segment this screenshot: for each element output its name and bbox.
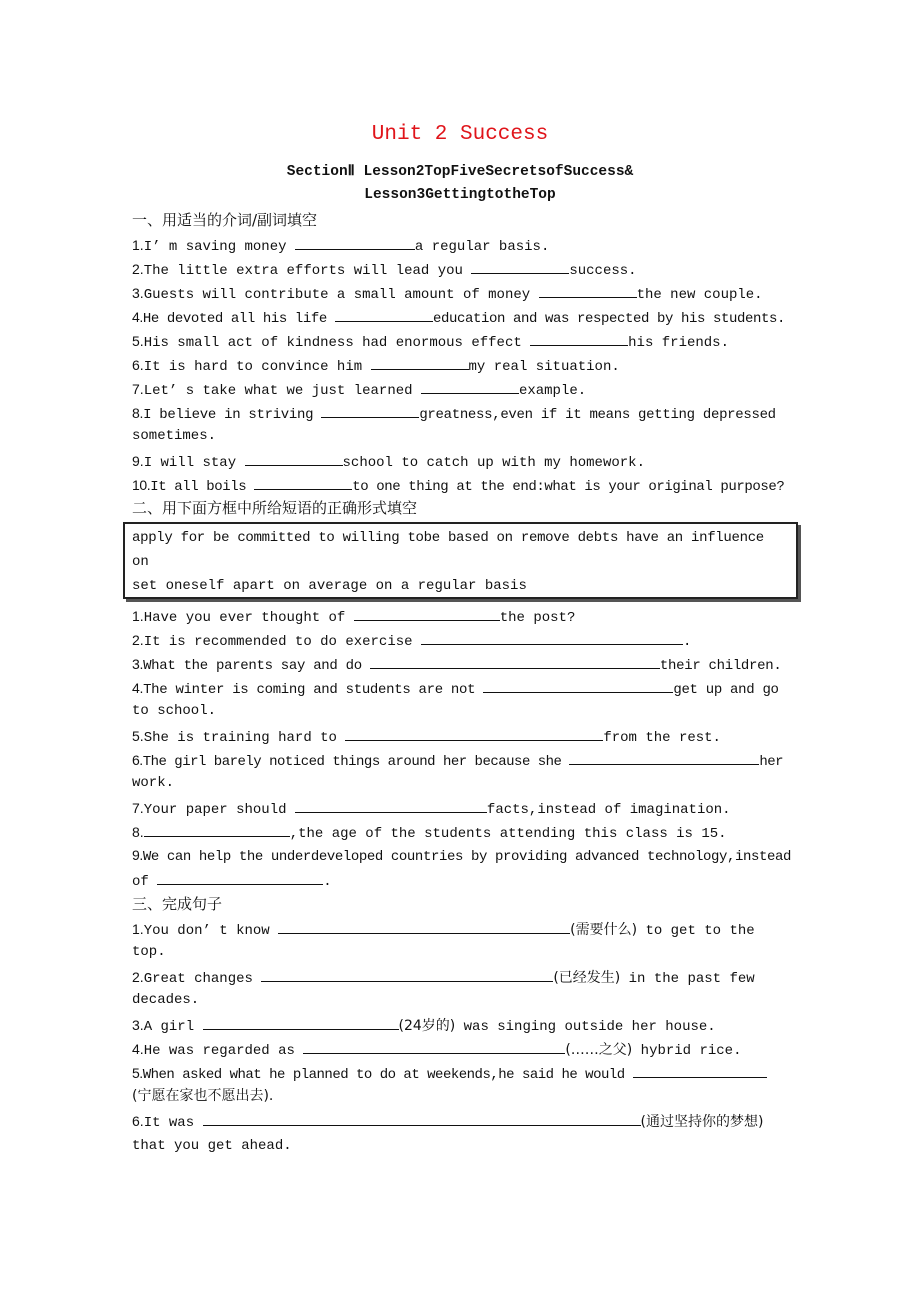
exercise-item: 6.The girl barely noticed things around her because she her xyxy=(132,749,790,772)
answer-blank[interactable] xyxy=(254,474,352,490)
exercise-item: 8. ,the age of the students attending this class is 15. xyxy=(132,821,790,844)
exercise-item: 7.Your paper should facts,instead of imagination. xyxy=(132,797,790,820)
exercise-item: 5.She is training hard to from the rest. xyxy=(132,725,790,748)
answer-blank[interactable] xyxy=(295,234,415,250)
lesson-title: Lesson3GettingtotheTop xyxy=(364,187,556,203)
answer-blank[interactable] xyxy=(421,629,683,645)
exercise-item: 4.He was regarded as (……之父) hybrid rice. xyxy=(132,1038,790,1061)
exercise-item: 2.The little extra efforts will lead you success. xyxy=(132,258,790,281)
answer-blank[interactable] xyxy=(295,797,487,813)
exercise-item-continued: decades. xyxy=(132,992,200,1008)
exercise-item: 3.A girl (24岁的) was singing outside her house. xyxy=(132,1014,790,1037)
exercise-item: 7.Let’ s take what we just learned example. xyxy=(132,378,790,401)
section-title: SectionⅡ Lesson2TopFiveSecretsofSuccess& xyxy=(286,164,634,180)
answer-blank[interactable] xyxy=(345,725,603,741)
exercise-item-continued: work. xyxy=(132,775,175,791)
answer-blank[interactable] xyxy=(483,677,673,693)
exercise-item: 6.It was (通过坚持你的梦想) xyxy=(132,1110,790,1133)
answer-blank[interactable] xyxy=(354,605,500,621)
answer-blank[interactable] xyxy=(321,402,419,418)
answer-blank[interactable] xyxy=(203,1014,399,1030)
exercise-item-continued: of . xyxy=(132,869,790,892)
answer-blank[interactable] xyxy=(539,282,637,298)
answer-blank[interactable] xyxy=(203,1110,641,1126)
answer-blank[interactable] xyxy=(157,869,323,885)
exercise-item: 5.When asked what he planned to do at weekends,he said he would xyxy=(132,1062,790,1085)
exercise-item: 5.His small act of kindness had enormous effect his friends. xyxy=(132,330,790,353)
phrase-box-line: set oneself apart on average on a regular basis xyxy=(132,578,527,594)
answer-blank[interactable] xyxy=(371,354,469,370)
answer-blank[interactable] xyxy=(261,966,553,982)
exercise-item-continued: (宁愿在家也不愿出去). xyxy=(132,1088,274,1104)
exercise-item: 1.You don’ t know (需要什么) to get to the xyxy=(132,918,790,941)
exercise-item-continued: to school. xyxy=(132,703,217,719)
answer-blank[interactable] xyxy=(144,821,290,837)
answer-blank[interactable] xyxy=(471,258,569,274)
answer-blank[interactable] xyxy=(278,918,570,934)
answer-blank[interactable] xyxy=(569,749,759,765)
exercise-item: 4.He devoted all his life education and was respected by his students. xyxy=(132,306,790,329)
exercise-item: 9.I will stay school to catch up with my homework. xyxy=(132,450,790,473)
exercise-item: 3.Guests will contribute a small amount of money the new couple. xyxy=(132,282,790,305)
exercise-item: 4.The winter is coming and students are not get up and go xyxy=(132,677,790,700)
part1-heading: 一、用适当的介词/副词填空 xyxy=(132,211,318,229)
answer-blank[interactable] xyxy=(633,1062,767,1078)
answer-blank[interactable] xyxy=(421,378,519,394)
part2-heading: 二、用下面方框中所给短语的正确形式填空 xyxy=(132,499,418,517)
phrase-box-line: apply for be committed to willing tobe based on remove debts have an influence xyxy=(132,530,764,546)
phrase-box-line: on xyxy=(132,554,149,570)
exercise-item: 2.It is recommended to do exercise . xyxy=(132,629,790,652)
exercise-item: 2.Great changes (已经发生) in the past few xyxy=(132,966,790,989)
exercise-item: 1.Have you ever thought of the post? xyxy=(132,605,790,628)
unit-title: Unit 2 Success xyxy=(371,123,549,146)
exercise-item: 9.We can help the underdeveloped countries by providing advanced technology,instead xyxy=(132,847,792,865)
exercise-item: 1.I’ m saving money a regular basis. xyxy=(132,234,790,257)
answer-blank[interactable] xyxy=(245,450,343,466)
exercise-item: 6.It is hard to convince him my real situation. xyxy=(132,354,790,377)
exercise-item-continued: that you get ahead. xyxy=(132,1138,292,1154)
exercise-item: 3.What the parents say and do their children. xyxy=(132,653,790,676)
answer-blank[interactable] xyxy=(303,1038,565,1054)
exercise-item-continued: sometimes. xyxy=(132,428,217,444)
answer-blank[interactable] xyxy=(530,330,628,346)
part3-heading: 三、完成句子 xyxy=(132,895,223,913)
exercise-item: 10.It all boils to one thing at the end:what is your original purpose? xyxy=(132,474,790,497)
answer-blank[interactable] xyxy=(335,306,433,322)
answer-blank[interactable] xyxy=(370,653,660,669)
exercise-item: 8.I believe in striving greatness,even if it means getting depressed xyxy=(132,402,790,425)
exercise-item-continued: top. xyxy=(132,944,166,960)
